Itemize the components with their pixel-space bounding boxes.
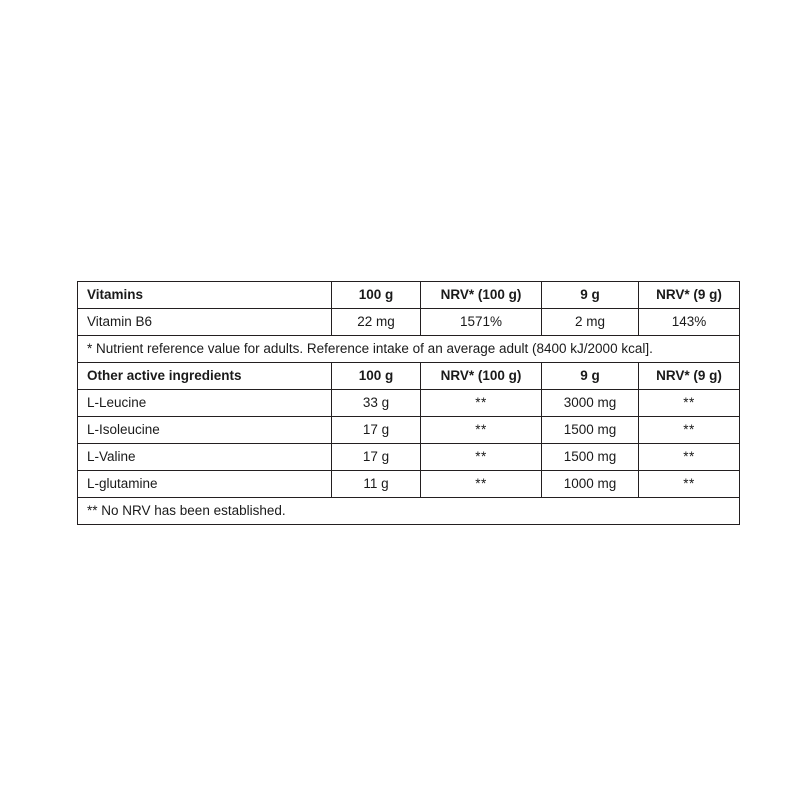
vitamin-b6-amount-9g: 2 mg: [542, 309, 639, 336]
l-glutamine-nrv-100g: **: [421, 471, 542, 498]
vitamins-header-amount-9g: 9 g: [542, 282, 639, 309]
ingredients-header-row: [78, 363, 740, 390]
l-leucine-amount-100g: 33 g: [332, 390, 421, 417]
l-leucine-nrv-100g: **: [421, 390, 542, 417]
l-valine-amount-9g: 1500 mg: [542, 444, 639, 471]
ingredients-header-amount-100g: 100 g: [332, 363, 421, 390]
vitamins-header-amount-100g: 100 g: [332, 282, 421, 309]
vitamin-b6-amount-100g: 22 mg: [332, 309, 421, 336]
table-row: [78, 417, 740, 444]
l-leucine-amount-9g: 3000 mg: [542, 390, 639, 417]
vitamins-header-nrv-9g: NRV* (9 g): [639, 282, 740, 309]
l-leucine-nrv-9g: **: [639, 390, 740, 417]
table-row: [78, 444, 740, 471]
ingredients-header-nrv-100g: NRV* (100 g): [421, 363, 542, 390]
vitamin-b6-nrv-100g: 1571%: [421, 309, 542, 336]
footnote-double-star-row: [78, 498, 740, 525]
nutrition-information-panel: [77, 281, 725, 525]
vitamin-b6-label: Vitamin B6: [78, 309, 332, 336]
l-glutamine-amount-9g: 1000 mg: [542, 471, 639, 498]
ingredients-header-label: Other active ingredients: [78, 363, 332, 390]
table-row: [78, 471, 740, 498]
nutrition-table: [77, 281, 740, 525]
l-glutamine-label: L-glutamine: [78, 471, 332, 498]
vitamin-b6-nrv-9g: 143%: [639, 309, 740, 336]
vitamins-header-nrv-100g: NRV* (100 g): [421, 282, 542, 309]
l-isoleucine-nrv-100g: **: [421, 417, 542, 444]
l-glutamine-nrv-9g: **: [639, 471, 740, 498]
l-valine-nrv-100g: **: [421, 444, 542, 471]
l-isoleucine-label: L-Isoleucine: [78, 417, 332, 444]
ingredients-header-amount-9g: 9 g: [542, 363, 639, 390]
l-valine-amount-100g: 17 g: [332, 444, 421, 471]
l-isoleucine-nrv-9g: **: [639, 417, 740, 444]
l-isoleucine-amount-9g: 1500 mg: [542, 417, 639, 444]
ingredients-header-nrv-9g: NRV* (9 g): [639, 363, 740, 390]
footnote-single-star-row: [78, 336, 740, 363]
table-row: [78, 309, 740, 336]
l-valine-nrv-9g: **: [639, 444, 740, 471]
l-leucine-label: L-Leucine: [78, 390, 332, 417]
l-isoleucine-amount-100g: 17 g: [332, 417, 421, 444]
vitamins-header-label: Vitamins: [78, 282, 332, 309]
l-glutamine-amount-100g: 11 g: [332, 471, 421, 498]
footnote-single-star: * Nutrient reference value for adults. Reference intake of an average adult (8400 kJ/2000 kcal].: [78, 336, 740, 363]
l-valine-label: L-Valine: [78, 444, 332, 471]
table-row: [78, 390, 740, 417]
footnote-double-star: ** No NRV has been established.: [78, 498, 740, 525]
vitamins-header-row: [78, 282, 740, 309]
